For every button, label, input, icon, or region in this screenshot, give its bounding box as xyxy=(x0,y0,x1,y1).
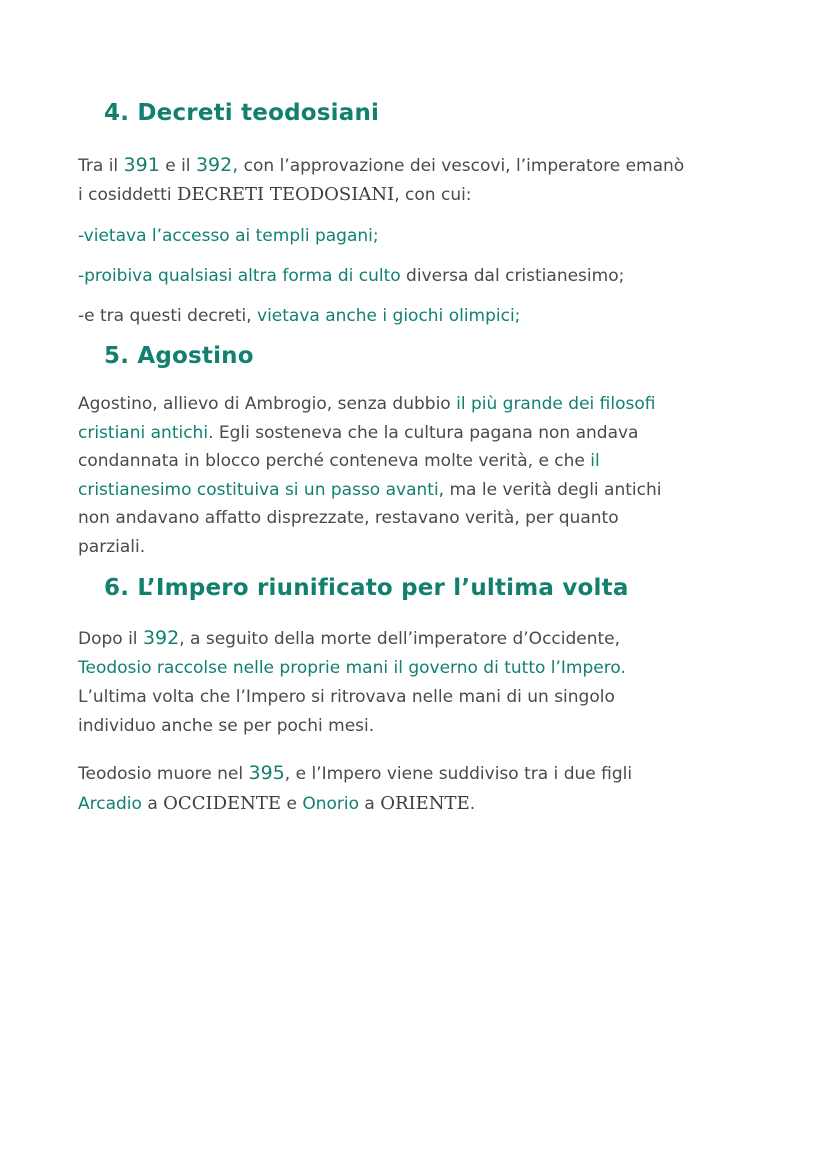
text-run: condannata in blocco perché conteneva molte verità, e che xyxy=(78,451,591,471)
highlighted-text: -vietava l’accesso ai templi pagani; xyxy=(78,226,379,246)
text-run: Tra il xyxy=(78,156,124,176)
text-run: e il xyxy=(159,156,196,176)
paragraph-line xyxy=(78,449,600,473)
year-number: 392, xyxy=(195,154,239,176)
text-run: diversa dal cristianesimo; xyxy=(400,266,625,286)
uppercase-term: DECRETI TEODOSIANI xyxy=(176,184,395,205)
uppercase-term: ORIENTE xyxy=(380,793,470,814)
text-run: , con cui: xyxy=(394,185,472,205)
highlighted-text: cristianesimo costituiva si un passo avanti xyxy=(78,480,439,500)
list-item xyxy=(78,304,520,328)
paragraph-line xyxy=(78,535,145,559)
highlighted-text: Teodosio raccolse nelle proprie mani il governo di tutto l’Impero. xyxy=(78,658,626,678)
paragraph-line xyxy=(78,392,655,416)
year-number: 395 xyxy=(248,762,285,784)
highlighted-text: vietava anche i giochi olimpici; xyxy=(257,306,521,326)
text-run: Dopo il xyxy=(78,629,143,649)
text-run: -e tra questi decreti, xyxy=(78,306,258,326)
text-run: . xyxy=(469,794,476,814)
list-item xyxy=(78,264,624,288)
text-run: con l’approvazione dei vescovi, l’imperatore emanò xyxy=(238,156,685,176)
text-run: parziali. xyxy=(78,537,146,557)
text-run: Teodosio muore nel xyxy=(78,764,249,784)
text-run: e xyxy=(281,794,303,814)
text-run: individuo anche se per pochi mesi. xyxy=(78,716,375,736)
section-heading-impero: 6. L’Impero riunificato per l’ultima volta xyxy=(104,575,629,601)
paragraph-line xyxy=(78,626,620,651)
text-run: Agostino, allievo di Ambrogio, senza dubbio xyxy=(78,394,457,414)
highlighted-text: Arcadio xyxy=(78,794,142,814)
text-run: a xyxy=(359,794,381,814)
paragraph-line xyxy=(78,714,374,738)
text-run: , ma le verità degli antichi xyxy=(438,480,662,500)
section-heading-agostino: 5. Agostino xyxy=(104,343,254,369)
paragraph-line xyxy=(78,478,661,502)
paragraph-line xyxy=(78,685,615,709)
text-run: non andavano affatto disprezzate, restavano verità, per quanto xyxy=(78,508,619,528)
text-run: a xyxy=(141,794,164,814)
text-run: , e l’Impero viene suddiviso tra i due figli xyxy=(284,764,633,784)
text-run: L’ultima volta che l’Impero si ritrovava nelle mani di un singolo xyxy=(78,687,615,707)
list-item xyxy=(78,224,379,248)
paragraph-line xyxy=(78,792,475,816)
year-number: 391 xyxy=(123,154,160,176)
year-number: 392 xyxy=(142,627,180,649)
paragraph-line xyxy=(78,421,638,445)
paragraph-line xyxy=(78,506,619,530)
highlighted-text: il xyxy=(590,451,600,471)
uppercase-term: OCCIDENTE xyxy=(163,793,282,814)
paragraph-line xyxy=(78,761,632,786)
highlighted-text: il più grande dei filosofi xyxy=(456,394,656,414)
paragraph-line xyxy=(78,153,684,178)
text-run: , a seguito della morte dell’imperatore d’Occidente, xyxy=(179,629,621,649)
paragraph-line xyxy=(78,183,472,207)
section-heading-decreti: 4. Decreti teodosiani xyxy=(104,100,380,126)
highlighted-text: Onorio xyxy=(302,794,360,814)
paragraph-line xyxy=(78,656,626,680)
highlighted-text: cristiani antichi xyxy=(78,423,209,443)
text-run: i cosiddetti xyxy=(78,185,177,205)
highlighted-text: -proibiva qualsiasi altra forma di culto xyxy=(78,266,401,286)
text-run: . Egli sosteneva che la cultura pagana non andava xyxy=(208,423,639,443)
